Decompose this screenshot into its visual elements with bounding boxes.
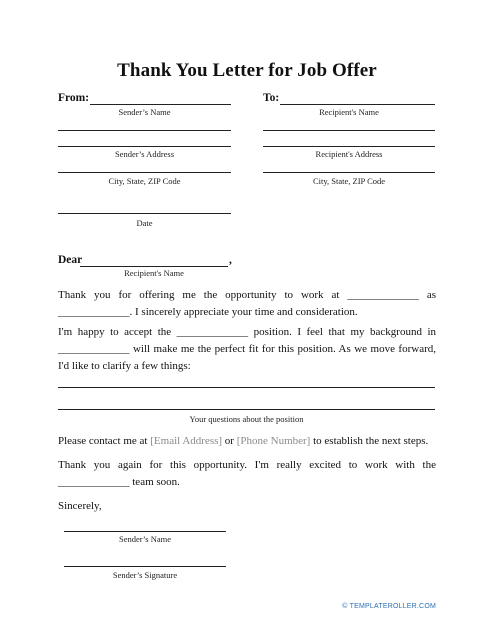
sender-city-caption: City, State, ZIP Code bbox=[108, 176, 181, 186]
email-placeholder[interactable]: [Email Address] bbox=[150, 435, 223, 447]
contact-text-a: Please contact me at bbox=[58, 435, 151, 447]
recipient-address-line-2[interactable] bbox=[263, 146, 435, 147]
recipient-name-line[interactable] bbox=[280, 104, 435, 105]
questions-caption: Your questions about the position bbox=[189, 414, 304, 424]
date-line[interactable] bbox=[58, 213, 231, 214]
contact-text-b: or bbox=[222, 435, 237, 447]
paragraph-closing-thanks: Thank you again for this opportunity. I'm really excited to work with the _____________ team soon. bbox=[58, 459, 436, 488]
sender-address-line-2[interactable] bbox=[58, 146, 231, 147]
phone-placeholder[interactable]: [Phone Number] bbox=[236, 435, 311, 447]
signature-caption: Sender’s Signature bbox=[112, 570, 178, 580]
dear-comma: , bbox=[229, 254, 232, 266]
page-title: Thank You Letter for Job Offer bbox=[117, 60, 377, 81]
dear-recipient-caption: Recipient's Name bbox=[124, 268, 184, 278]
date-caption: Date bbox=[136, 218, 153, 228]
paragraph-contact bbox=[58, 433, 436, 450]
from-label: From: bbox=[58, 92, 90, 104]
sender-name-line[interactable] bbox=[90, 104, 231, 105]
recipient-address-line-1[interactable] bbox=[263, 130, 435, 131]
sender-name-caption: Sender’s Name bbox=[118, 107, 171, 117]
sincerely-text: Sincerely, bbox=[58, 500, 102, 512]
sender-city-line[interactable] bbox=[58, 172, 231, 173]
contact-text-c: to establish the next steps. bbox=[310, 435, 429, 447]
dear-recipient-line[interactable] bbox=[80, 266, 228, 267]
to-label: To: bbox=[263, 92, 280, 104]
questions-line-1[interactable] bbox=[58, 387, 435, 388]
paragraph-accept: I'm happy to accept the _____________ position. I feel that my background in _____________ will make me the perfect fit for this position. As we move forward, I'd like to clarify a few things: bbox=[58, 326, 436, 372]
signature-line[interactable] bbox=[64, 566, 226, 567]
sender-address-caption: Sender’s Address bbox=[114, 149, 175, 159]
recipient-city-caption: City, State, ZIP Code bbox=[312, 176, 386, 186]
recipient-city-line[interactable] bbox=[263, 172, 435, 173]
dear-label: Dear bbox=[58, 254, 83, 266]
closing-name-line[interactable] bbox=[64, 531, 226, 532]
footer-credit[interactable]: © TEMPLATEROLLER.COM bbox=[342, 603, 436, 610]
recipient-address-caption: Recipient's Address bbox=[315, 149, 383, 159]
paragraph-offer-thanks: Thank you for offering me the opportunity to work at _____________ as _____________. I sincerely appreciate your time and consideration. bbox=[58, 289, 436, 318]
sender-address-line-1[interactable] bbox=[58, 130, 231, 131]
closing-name-caption: Sender’s Name bbox=[118, 534, 171, 544]
questions-line-2[interactable] bbox=[58, 409, 435, 410]
recipient-name-caption: Recipient's Name bbox=[319, 107, 379, 117]
